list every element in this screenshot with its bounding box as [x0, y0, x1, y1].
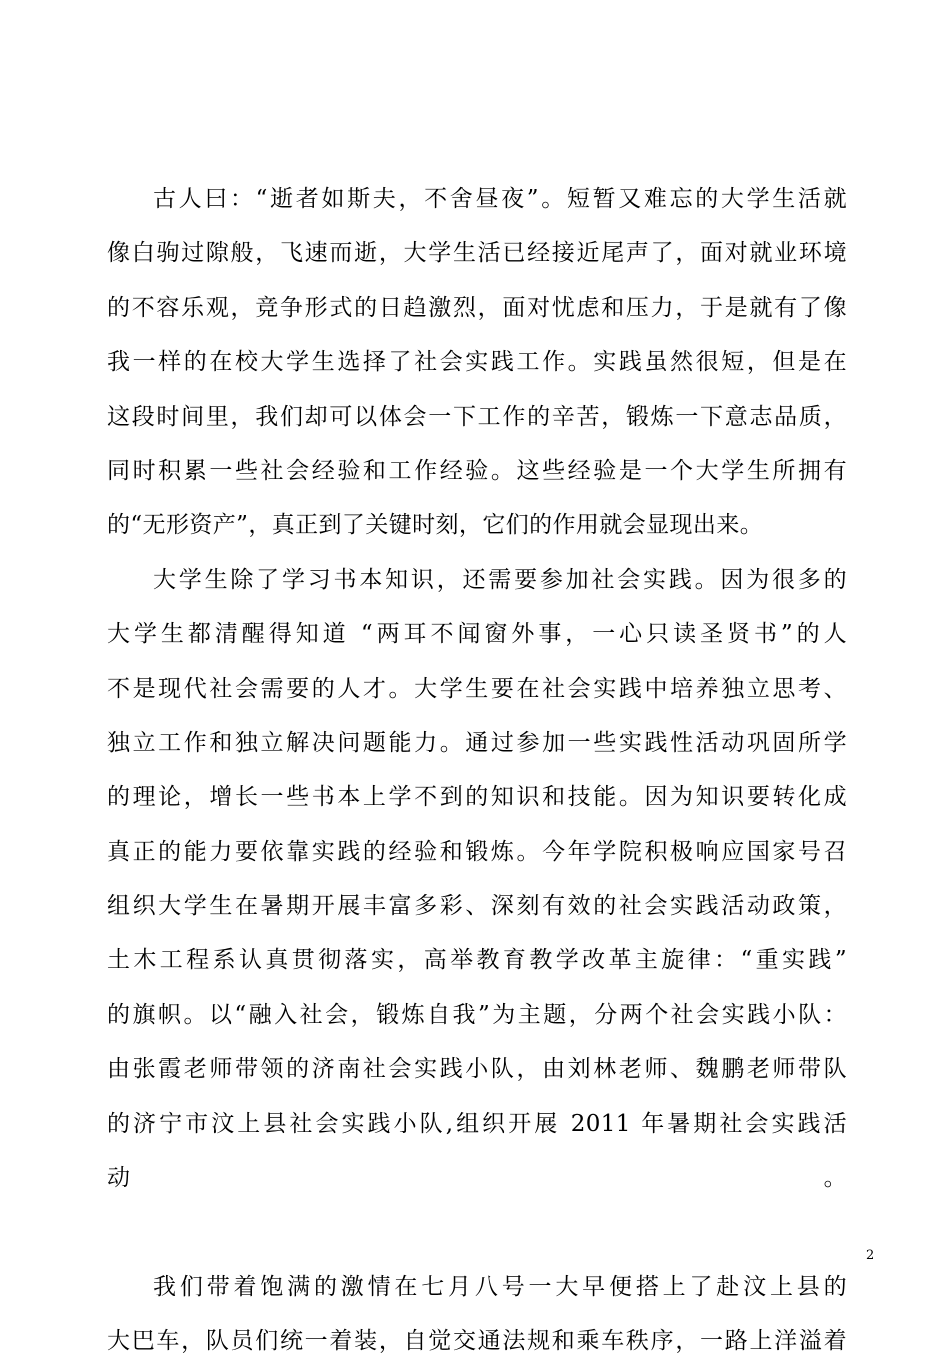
- text-line: 我们带着饱满的激情在七月八号一大早便搭上了赴汶上县的: [153, 1273, 847, 1300]
- text-line: 独立工作和独立解决问题能力。通过参加一些实践性活动巩固所学: [107, 729, 847, 756]
- paragraph: [107, 172, 847, 553]
- text-line: 动。: [107, 1165, 847, 1192]
- text-line: 由张霞老师带领的济南社会实践小队，由刘林老师、魏鹏老师带队: [107, 1056, 847, 1083]
- text-line: 古人曰：“逝者如斯夫，不舍昼夜”。短暂又难忘的大学生活就: [153, 186, 847, 212]
- text-line: 的“无形资产”，真正到了关键时刻，它们的作用就会显现出来。: [107, 512, 764, 539]
- body-text: [107, 172, 847, 1369]
- page-number: 2: [866, 1248, 875, 1263]
- text-line: 的理论，增长一些书本上学不到的知识和技能。因为知识要转化成: [107, 784, 847, 811]
- text-line: 的不容乐观，竞争形式的日趋激烈，面对忧虑和压力，于是就有了像: [107, 294, 847, 321]
- text-line: 大巴车，队员们统一着装，自觉交通法规和乘车秩序，一路上洋溢着: [107, 1328, 847, 1355]
- text-line: 我一样的在校大学生选择了社会实践工作。实践虽然很短，但是在: [107, 349, 847, 376]
- text-line: 大学生除了学习书本知识，还需要参加社会实践。因为很多的: [153, 566, 847, 593]
- text-line: [107, 1205, 847, 1259]
- text-line: 真正的能力要依靠实践的经验和锻炼。今年学院积极响应国家号召: [107, 838, 847, 865]
- text-line: 的济宁市汶上县社会实践小队,组织开展 2011 年暑期社会实践活: [107, 1110, 847, 1137]
- text-line: 不是现代社会需要的人才。大学生要在社会实践中培养独立思考、: [107, 675, 847, 702]
- text-line: 的旗帜。以“融入社会，锻炼自我”为主题，分两个社会实践小队：: [107, 1001, 847, 1028]
- text-line: 大学生都清醒得知道 “两耳不闻窗外事，一心只读圣贤书”的人: [107, 621, 847, 648]
- text-line: 组织大学生在暑期开展丰富多彩、深刻有效的社会实践活动政策，: [107, 893, 847, 920]
- text-line: 像白驹过隙般，飞速而逝，大学生活已经接近尾声了，面对就业环境: [107, 240, 847, 267]
- text-line: 这段时间里，我们却可以体会一下工作的辛苦，锻炼一下意志品质，: [107, 403, 847, 430]
- text-line: 同时积累一些社会经验和工作经验。这些经验是一个大学生所拥有: [107, 457, 847, 484]
- paragraph: [107, 1260, 847, 1369]
- paragraph: [107, 553, 847, 1260]
- text-line: 土木工程系认真贯彻落实，高举教育教学改革主旋律：“重实践”: [107, 947, 847, 974]
